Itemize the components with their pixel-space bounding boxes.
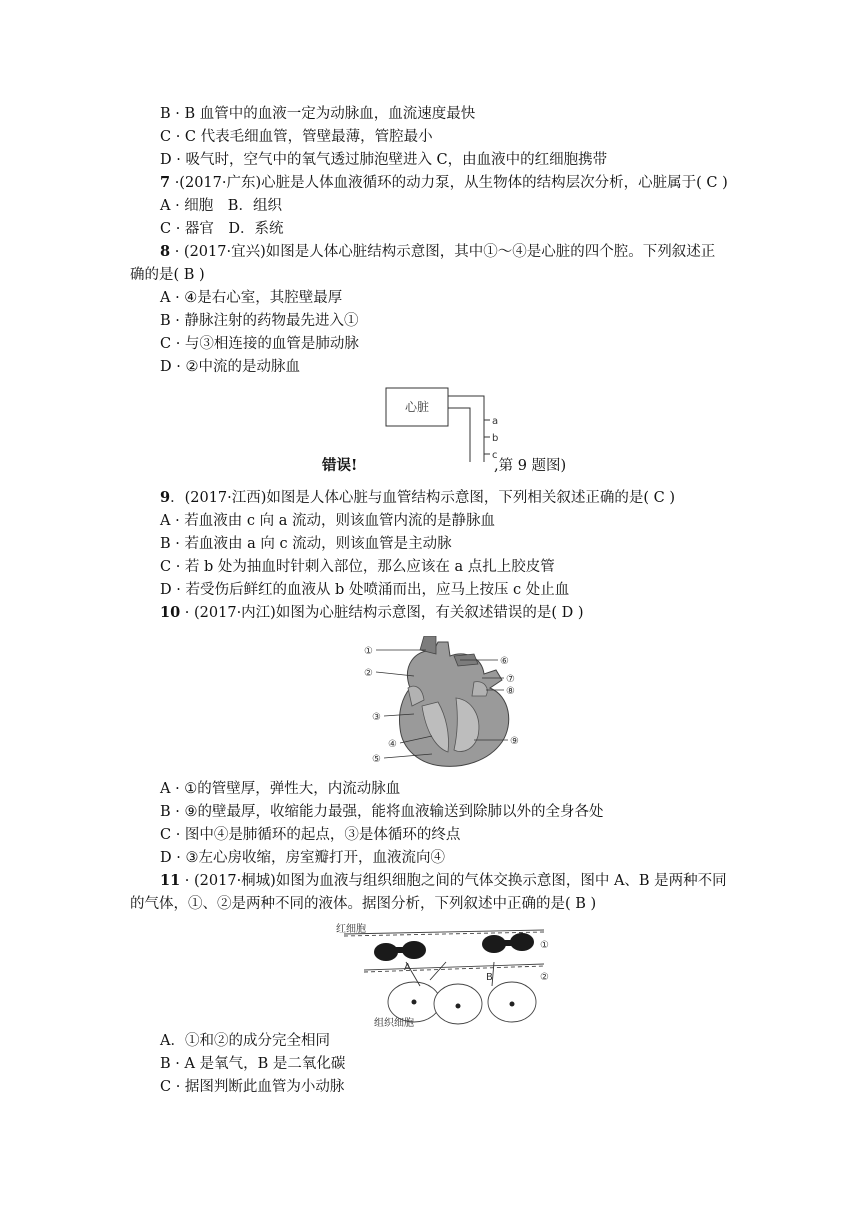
q8-option-a: A · ④是右心室，其腔壁最厚 <box>160 290 343 306</box>
q10-option-b: B · ⑨的壁最厚，收缩能力最强，能将血液输送到除肺以外的全身各处 <box>160 804 604 820</box>
question-7 <box>160 173 728 193</box>
q8-option-d: D · ②中流的是动脉血 <box>160 359 300 375</box>
gas-exchange-figure <box>334 922 560 1030</box>
question-8 <box>160 242 715 262</box>
question-text: · (2017·宜兴)如图是人体心脏结构示意图，其中①～④是心脏的四个腔。下列叙述正 <box>170 244 716 260</box>
option-d-prev: D · 吸气时，空气中的氧气透过肺泡壁进入 C，由血液中的红细胞携带 <box>160 152 608 168</box>
q9-option-c: C · 若 b 处为抽血时针刺入部位，那么应该在 a 点扎上胶皮管 <box>160 559 555 575</box>
label-8: ⑧ <box>506 686 515 697</box>
q9-option-d: D · 若受伤后鲜红的血液从 b 处喷涌而出，应马上按压 c 处止血 <box>160 582 570 598</box>
heart-vessel-figure <box>380 382 510 474</box>
q11-option-b: B · A 是氧气，B 是二氧化碳 <box>160 1056 346 1072</box>
question-10 <box>160 603 584 623</box>
label-4: ④ <box>388 739 397 750</box>
tissue-cell-label: 组织细胞 <box>374 1018 414 1029</box>
question-text: ．(2017·江西)如图是人体心脏与血管结构示意图，下列相关叙述正确的是( C ) <box>170 490 676 506</box>
figure-9-caption: ,第 9 题图) <box>494 458 567 474</box>
question-number: 10 <box>160 604 181 621</box>
heart-structure-figure <box>362 636 532 774</box>
rbc-label: 红细胞 <box>336 924 366 935</box>
q8-option-b: B · 静脉注射的药物最先进入① <box>160 313 359 329</box>
question-number: 9 <box>160 489 171 506</box>
q10-option-a: A · ①的管壁厚，弹性大，内流动脉血 <box>160 781 401 797</box>
gas-b-label: B <box>486 972 493 983</box>
nucleus-1 <box>412 1000 417 1005</box>
question-text: ·(2017·广东)心脏是人体血液循环的动力泵，从生物体的结构层次分析，心脏属于( C ) <box>170 175 728 191</box>
q9-option-b: B · 若血液由 a 向 c 流动，则该血管是主动脉 <box>160 536 452 552</box>
q10-option-d: D · ③左心房收缩，房室瓣打开，血液流向④ <box>160 850 445 866</box>
liquid-2-label: ② <box>540 972 549 983</box>
q10-option-c: C · 图中④是肺循环的起点，③是体循环的终点 <box>160 827 461 843</box>
question-number: 8 <box>160 243 171 260</box>
question-number: 7 <box>160 174 171 191</box>
q7-options-cd: C · 器官 D．系统 <box>160 221 284 237</box>
label-9: ⑨ <box>510 736 519 747</box>
label-3: ③ <box>372 712 381 723</box>
label-a: a <box>492 416 499 427</box>
aorta <box>420 636 436 654</box>
upper-wall <box>344 930 544 934</box>
label-2: ② <box>364 668 373 679</box>
q11-option-c: C · 据图判断此血管为小动脉 <box>160 1079 345 1095</box>
heart-box-label: 心脏 <box>404 400 430 414</box>
lower-wall <box>364 964 544 970</box>
liquid-1-label: ① <box>540 940 549 951</box>
question-11 <box>160 871 727 891</box>
label-6: ⑥ <box>500 656 509 667</box>
q11-option-a: A．①和②的成分完全相同 <box>160 1033 330 1049</box>
nucleus-2 <box>456 1004 461 1009</box>
question-number: 11 <box>160 872 181 889</box>
label-b: b <box>492 433 499 444</box>
gas-a-label: A <box>404 962 411 973</box>
question-11-cont: 的气体，①、②是两种不同的液体。据图分析，下列叙述中正确的是( B ) <box>130 896 597 912</box>
q8-option-c: C · 与③相连接的血管是肺动脉 <box>160 336 359 352</box>
arrow-a2 <box>430 962 446 980</box>
rbc-link-1 <box>392 947 408 953</box>
q7-options-ab: A · 细胞 B．组织 <box>160 198 282 214</box>
label-1: ① <box>364 646 373 657</box>
error-marker: 错误! <box>322 457 358 474</box>
label-7: ⑦ <box>506 674 515 685</box>
nucleus-3 <box>510 1002 515 1007</box>
rbc-link-2 <box>500 940 516 946</box>
vessel-outer <box>448 396 484 462</box>
question-9 <box>160 488 675 508</box>
label-c: c <box>492 450 498 461</box>
question-text: · (2017·桐城)如图为血液与组织细胞之间的气体交换示意图，图中 A、B 是两种不同 <box>180 873 727 889</box>
option-c-prev: C · C 代表毛细血管，管壁最薄，管腔最小 <box>160 129 433 145</box>
question-8-cont: 确的是( B ) <box>130 267 205 283</box>
red-blood-cells <box>374 933 534 961</box>
question-text: · (2017·内江)如图为心脏结构示意图，有关叙述错误的是( D ) <box>180 605 584 621</box>
label-5: ⑤ <box>372 754 381 765</box>
vessel-inner <box>448 408 470 462</box>
option-b-prev: B · B 血管中的血液一定为动脉血，血流速度最快 <box>160 106 476 122</box>
q9-option-a: A · 若血液由 c 向 a 流动，则该血管内流的是静脉血 <box>160 513 495 529</box>
